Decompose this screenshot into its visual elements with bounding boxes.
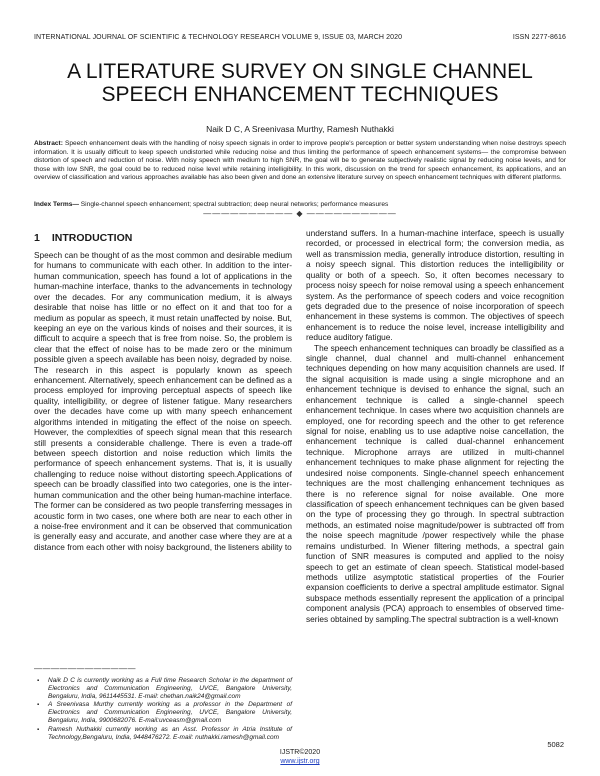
- index-terms-label: Index Terms—: [34, 201, 79, 208]
- authors: Naik D C, A Sreenivasa Murthy, Ramesh Nuthakki: [206, 124, 394, 134]
- page-footer: [0, 748, 600, 766]
- footnote-item: ▪ Naik D C is currently working as a Full time Research Scholar in the department of Electronics and Communication Engineering, UVCE, Bangalore University, Bengaluru, India, 9611445531. E-mail: chethan.naik24@gmail.com: [34, 677, 292, 701]
- section-divider: —————————— ◆ ——————————: [203, 209, 397, 218]
- section-heading: [34, 232, 132, 244]
- abstract-label: Abstract:: [34, 140, 63, 147]
- footnote-rule: ————————————: [34, 664, 136, 673]
- author-footnotes: [34, 677, 292, 742]
- body-paragraph: The speech enhancement techniques can broadly be classified as a single channel, dual channel and multi-channel enhancement techniques depending on how many acquisition channels are used. If the signal acquisition is made using a single microphone and an enhancement technique is devised to enhance the signal, such an enhancement technique is called a single-channel speech enhancement technique. In cases where two acquisition channels are employed, one for recording speech and the other to get reference signal for noise, enabling us to use adaptive noise cancellation, the enhancement technique is called dual-channel enhancement technique. Microphone arrays are utilized in multi-channel enhancement techniques to make phase alignment for rejecting the undesired noise components. Single-channel speech enhancement techniques are the most challenging enhancement techniques as there is no reference signal for noise available. One more classification of speech enhancement techniques can be given based on the type of processing they go through. In spectral subtraction methods, an estimated noise magnitude/power is subtracted off from the noise speech magnitude /power respectively while the phase remains undisturbed. In Wiener filtering methods, a spectral gain function of SNR measures is computed and applied to the noisy speech to get an estimate of clean speech. Statistical model-based methods utilize asymptotic statistical properties of the Fourier expansion coefficients to derive a spectral amplitude estimator. Signal subspace methods essentially represent the application of a principal component analysis (PCA) approach to ensembles of observed time-series obtained by sampling.The spectral subtraction is a well-known: [306, 342, 564, 624]
- abstract-text: Speech enhancement deals with the handling of noisy speech signals in order to improve people's perception or better system understanding when noise destroys speech information. It is usually difficult to keep speech undistorted while reducing noise and thus limiting the performance of speech enhancement systems— the compromise between distortion of speech and reduction of noise. With noisy speech with medium to high SNR, the goal will be to generate subjectively realistic signal by reducing noise levels, and for those with low SNR, the goal could be to reduced noise level while retaining intelligibility. In this work, discussion on the trend for speech enhancement, its applications, and an overview of classification and various approaches available has also been given and done an extensive literature survey on speech enhancement techniques with different platforms.: [34, 140, 566, 182]
- section-number: 1: [34, 232, 40, 244]
- title-line-1: A LITERATURE SURVEY ON SINGLE CHANNEL: [67, 60, 533, 83]
- abstract: [34, 140, 566, 183]
- body-paragraph: understand suffers. In a human-machine interface, speech is usually recorded, or processed in electrical form; the conversion media, as well as transmission media, generally introduce distortion, resulting in a noisy speech signal. This distortion reduces the intelligibility or quality or both of a speech. So, it often becomes necessary to process noisy speech for noise removal using a speech enhancement system. As the performance of speech coders and voice recognition gets degraded due to the presence of noise incorporation of speech enhancement in these systems is common. The objectives of speech enhancement is to reduce the noise level, increase intelligibility and reduce auditory fatigue.: [306, 228, 564, 343]
- title-line-2: SPEECH ENHANCEMENT TECHNIQUES: [101, 83, 499, 106]
- journal-header: [34, 34, 566, 41]
- paper-title: [0, 60, 600, 106]
- right-column: [306, 228, 564, 624]
- index-terms: [34, 201, 566, 209]
- journal-name: INTERNATIONAL JOURNAL OF SCIENTIFIC & TECHNOLOGY RESEARCH VOLUME 9, ISSUE 03, MARCH 2020: [34, 34, 403, 41]
- issn: ISSN 2277-8616: [512, 34, 566, 41]
- body-paragraph: Speech can be thought of as the most common and desirable medium for humans to communicate with each other. In addition to the inter-human communication, speech has found a lot of applications in the human-machine interface, thanks to the advancements in technology over the decades. For any communication medium, it is always desirable that noise has little or no effect on it and that too for a medium as popular as speech, it must retain unaffected by noise. But, keeping an eye on the various kinds of noises and their sources, it is difficult to acquire a speech that is free from noise. So, the problem is clear that the effect of noise has to be made zero or the minimum possible given a speech available has been noisy, degraded by noise. The research in this aspect is popularly known as speech enhancement. Alternatively, speech enhancement can be defined as a process employed for improving perceptual aspects of speech like quality, intelligibility, or degree of listener fatigue. Many researchers over the decades have come up with many speech enhancement algorithms intended in mitigating the effect of the noise on speech. However, the complexities of speech signal mean that this research still presents a considerable challenge. There is even a trade-off between speech distortion and noise reduction which limits the performance of speech enhancement systems. That is, it is usually challenging to reduce noise without distorting speech.Applications of speech can be broadly classified into two categories, one is the inter-human communication and the other being human-machine interface. The former can be considered as two people transferring messages in acoustic form in two cases, one where both are near to each other in a noise-free environment and it can be observed that communication is generally easy and accurate, and another case where they are at a distance from each other with noisy background, the listeners ability to: [34, 250, 292, 552]
- left-column: [34, 250, 292, 552]
- index-terms-text: Single-channel speech enhancement; spectral subtraction; deep neural networks; performance measures: [78, 201, 389, 208]
- footnote-item: ▪ Ramesh Nuthakki currently working as an Asst. Professor in Atria Institute of Technology,Bengaluru, India, 9448476272. E-mail: nuthakki.ramesh@gmail.com: [34, 726, 292, 742]
- footer-code: IJSTR©2020: [279, 749, 321, 756]
- section-title: INTRODUCTION: [51, 232, 133, 244]
- footnote-item: ▪ A Sreenivasa Murthy currently working as a professor in the Department of Electronics and Communication Engineering, UVCE, Bangalore University, Bengaluru, India, 9900682076. E-mail:uvceasm@gmail.com: [34, 701, 292, 725]
- journal-url-link[interactable]: www.ijstr.org: [280, 758, 320, 765]
- page-number: 5082: [547, 740, 564, 749]
